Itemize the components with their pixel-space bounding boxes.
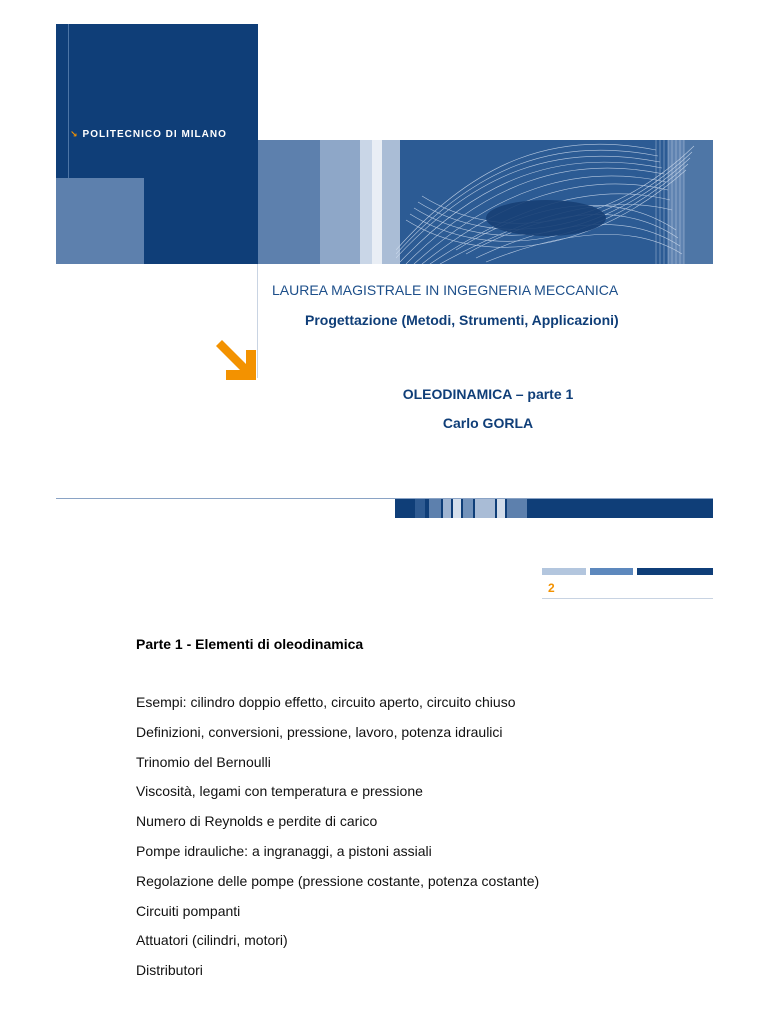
list-item: Viscosità, legami con temperatura e pressione <box>136 783 423 800</box>
page-header-bar <box>590 568 633 575</box>
header-accent-block <box>56 178 144 264</box>
degree-title: LAUREA MAGISTRALE IN INGEGNERIA MECCANICA <box>272 282 619 298</box>
list-item: Attuatori (cilindri, motori) <box>136 932 288 949</box>
list-item: Regolazione delle pompe (pressione costante, potenza costante) <box>136 872 540 889</box>
page-number: 2 <box>548 581 555 595</box>
lecture-title: OLEODINAMICA – parte 1 <box>402 386 574 402</box>
list-item: Distributori <box>136 962 203 979</box>
topic-list <box>136 694 539 992</box>
list-item: Circuiti pompanti <box>136 902 241 919</box>
author-name: Carlo GORLA <box>442 415 534 431</box>
list-item: Pompe idrauliche: a ingranaggi, a pistoni assiali <box>136 842 432 859</box>
wave-lines-graphic <box>396 140 713 264</box>
list-item: Definizioni, conversioni, pressione, lavoro, potenza idraulici <box>136 723 503 740</box>
title-slide-body <box>56 264 713 498</box>
page-header-rule <box>542 598 713 599</box>
list-item: Numero di Reynolds e perdite di carico <box>136 813 378 830</box>
list-item: Esempi: cilindro doppio effetto, circuito aperto, circuito chiuso <box>136 694 516 710</box>
header-stripe-graphic <box>258 140 713 264</box>
university-name: POLITECNICO DI MILANO <box>82 129 227 140</box>
section-heading: Parte 1 - Elementi di oleodinamica <box>136 636 364 652</box>
list-item: Trinomio del Bernoulli <box>136 753 271 770</box>
course-title: Progettazione (Metodi, Strumenti, Applicazioni) <box>305 312 619 328</box>
arrow-down-right-icon <box>212 338 258 382</box>
page-header-bar <box>637 568 713 575</box>
arrow-down-right-icon: ↘ <box>70 129 79 139</box>
page-header-bar <box>542 568 586 575</box>
footer-stripe-bar <box>395 499 713 518</box>
university-logo <box>70 129 227 140</box>
